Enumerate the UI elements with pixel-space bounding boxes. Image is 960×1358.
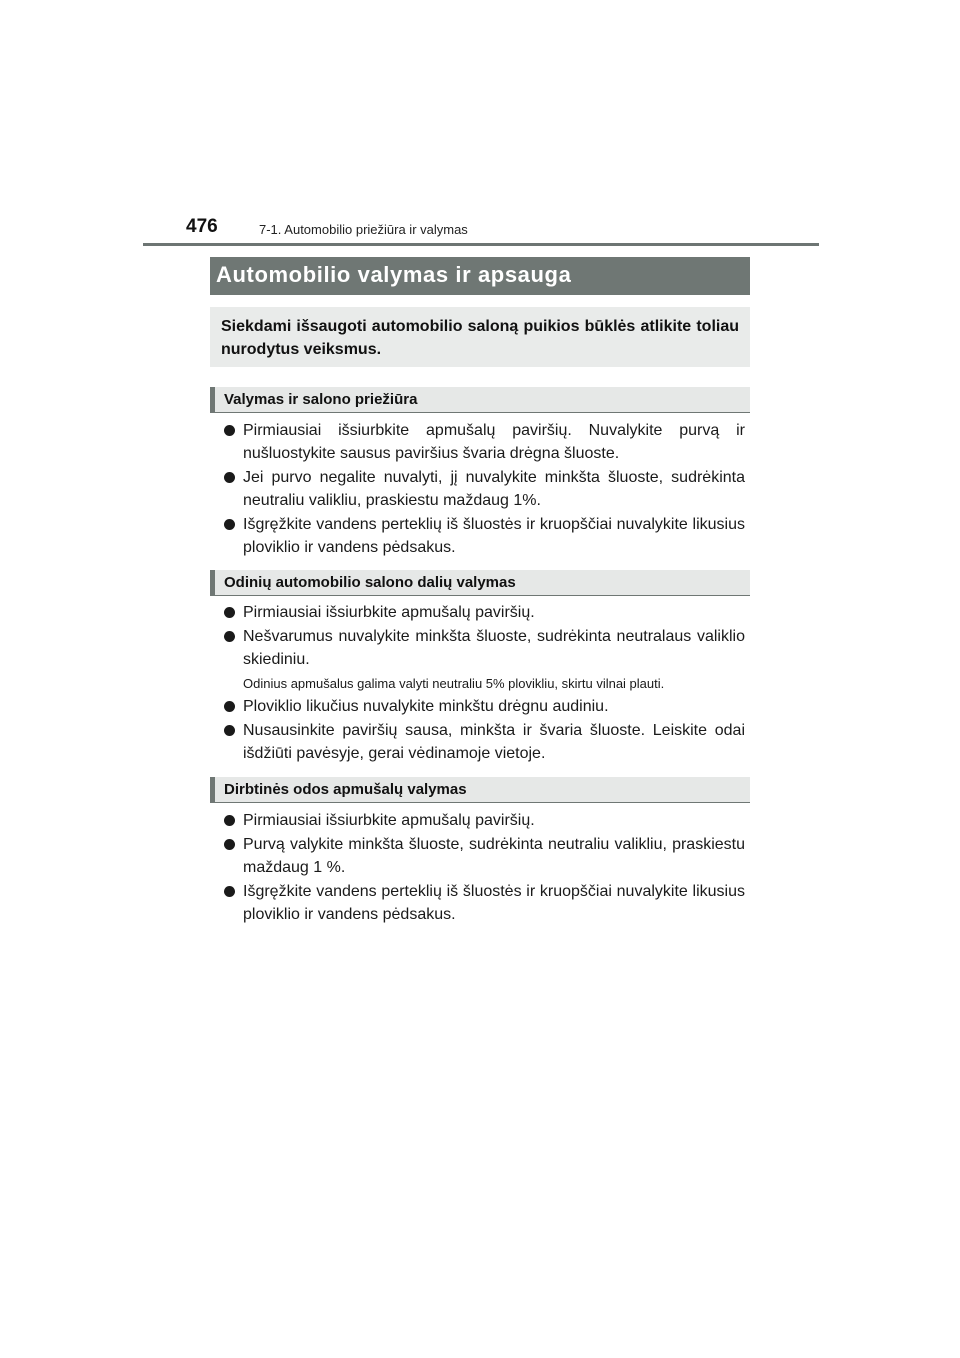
list-item-text: Ploviklio likučius nuvalykite minkštu drėgnu audiniu. (243, 698, 609, 715)
intro-text: Siekdami išsaugoti automobilio saloną puikios būklės atlikite toliau nurodytus veiksmus. (221, 318, 739, 358)
list-item-text: Jei purvo negalite nuvalyti, jį nuvalykite minkšta šluoste, sudrėkinta neutraliu valikliu, praskiestu maždaug 1%. (243, 469, 745, 509)
bullet-dot (224, 631, 235, 642)
page-header (0, 0, 960, 246)
section-path: 7-1. Automobilio priežiūra ir valymas (259, 222, 468, 237)
section-heading-label: Valymas ir salono priežiūra (224, 391, 418, 408)
page-number: 476 (186, 216, 218, 237)
bullet-dot (224, 472, 235, 483)
bullet-dot (224, 607, 235, 618)
bullet-dot (224, 519, 235, 530)
list-item-text: Pirmiausiai išsiurbkite apmušalų paviršių. Nuvalykite purvą ir nušluostykite sausus paviršius švaria drėgna šluoste. (243, 422, 745, 462)
section-heading-artificial-leather (210, 777, 750, 803)
bullet-list-artificial-leather (222, 809, 745, 927)
page-title: Automobilio valymas ir apsauga (216, 262, 572, 287)
list-item (222, 513, 745, 559)
list-item (222, 601, 745, 624)
list-item (222, 466, 745, 512)
list-item (222, 625, 745, 671)
heading-accent (210, 387, 215, 412)
list-item (222, 833, 745, 879)
note-text: Odinius apmušalus galima valyti neutraliu 5% plovikliu, skirtu vilnai plauti. (243, 676, 665, 691)
list-item (222, 695, 745, 718)
list-item-text: Nešvarumus nuvalykite minkšta šluoste, sudrėkinta neutralaus valiklio skiediniu. (243, 628, 745, 668)
bullet-dot (224, 701, 235, 712)
intro-box (210, 307, 750, 367)
list-item-text: Pirmiausiai išsiurbkite apmušalų paviršių. (243, 604, 535, 621)
list-item-text: Išgręžkite vandens perteklių iš šluostės ir kruopščiai nuvalykite likusius ploviklio ir vandens pėdsakus. (243, 883, 745, 923)
bullet-dot (224, 886, 235, 897)
list-item (222, 880, 745, 926)
list-item (222, 719, 745, 765)
bullet-dot (224, 425, 235, 436)
heading-accent (210, 777, 215, 802)
list-item-text: Išgręžkite vandens perteklių iš šluostės ir kruopščiai nuvalykite likusius ploviklio ir vandens pėdsakus. (243, 516, 745, 556)
bullet-list-interior-cleaning (222, 419, 745, 560)
heading-accent (210, 570, 215, 595)
list-item (222, 419, 745, 465)
bullet-dot (224, 815, 235, 826)
bullet-list-leather-cleaning (222, 601, 745, 766)
section-heading-interior-cleaning (210, 387, 750, 413)
bullet-dot (224, 725, 235, 736)
list-item-text: Purvą valykite minkšta šluoste, sudrėkinta neutraliu valikliu, praskiestu maždaug 1 %. (243, 836, 745, 876)
header-rule (143, 243, 819, 246)
list-item (222, 809, 745, 832)
list-item-text: Pirmiausiai išsiurbkite apmušalų paviršių. (243, 812, 535, 829)
section-heading-leather-cleaning (210, 570, 750, 596)
section-heading-label: Odinių automobilio salono dalių valymas (224, 574, 516, 591)
list-item-text: Nusausinkite paviršių sausa, minkšta ir švaria šluoste. Leiskite odai išdžiūti pavėsyje, gerai vėdinamoje vietoje. (243, 722, 745, 762)
section-heading-label: Dirbtinės odos apmušalų valymas (224, 781, 467, 798)
bullet-dot (224, 839, 235, 850)
title-bar (210, 257, 750, 295)
